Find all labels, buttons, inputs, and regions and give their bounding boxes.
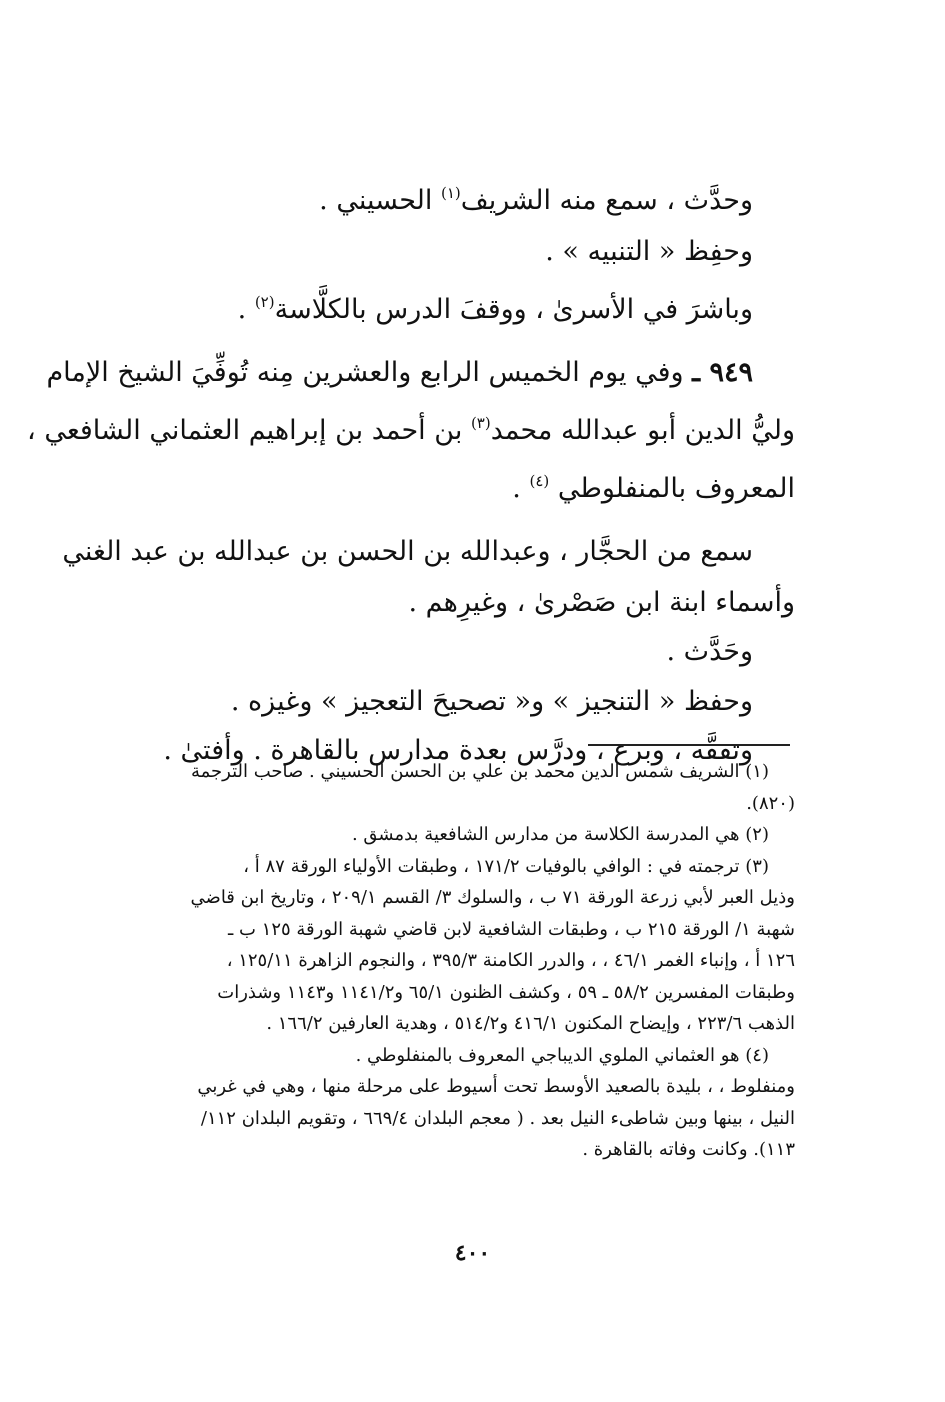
text-line [115, 277, 795, 335]
footnote-line: شهبة ١/ الورقة ٢١٥ ب ، وطبقات الشافعية لابن قاضي شهبة الورقة ١٢٥ ب ـ [228, 918, 795, 940]
text-line: وأسماء ابنة ابن صَصْرىٰ ، وغيرِهم . [408, 587, 795, 618]
text-line [115, 226, 795, 277]
text-line: وحَدَّث . [666, 636, 753, 667]
footnote-line: (٣) ترجمته في : الوافي بالوفيات ١٧١/٢ ، وطبقات الأولياء الورقة ٨٧ أ ، [243, 855, 769, 877]
text-run: . [237, 294, 247, 325]
page-number: ٤٠٠ [454, 1240, 491, 1266]
footnote-ref: (٢) [254, 293, 275, 311]
text-line: وتفقَّه ، وبرع ، ودرَّس بعدة مدارس بالقاهرة . وأفتىٰ . [163, 735, 753, 766]
footnotes [115, 756, 795, 1166]
text-run: بن أحمد بن إبراهيم العثماني الشافعي ، [27, 415, 463, 446]
footnote-line: وطبقات المفسرين ٥٨/٢ ـ ٥٩ ، وكشف الظنون ٦٥/١ و١١٤١/٢ و١١٤٣ وشذرات [217, 981, 795, 1003]
text-run: وفي يوم الخميس الرابع والعشرين مِنه تُوفِّيَ الشيخ الإمام [46, 357, 684, 388]
text-run: وليُّ الدين أبو عبدالله محمد [490, 415, 795, 446]
footnote-line: ومنفلوط ، ، بليدة بالصعيد الأوسط تحت أسيوط على مرحلة منها ، وهي في غربي [197, 1076, 795, 1097]
text-line [115, 168, 795, 226]
footnote-ref: (١) [440, 184, 461, 202]
footnote-line: (٢) هي المدرسة الكلاسة من مدارس الشافعية بدمشق . [351, 824, 769, 845]
footnote-line: النيل ، بينها وبين شاطىء النيل بعد . ( معجم البلدان ٦٦٩/٤ ، وتقويم البلدان ١١٢/ [200, 1107, 795, 1129]
text-line [115, 456, 795, 514]
footnote-line: (٨٢٠). [746, 792, 795, 814]
footnote-line: وذيل العبر لأبي زرعة الورقة ٧١ ب ، والسلوك ٣/ القسم ٢٠٩/١ ، وتاريخ ابن قاضي [190, 887, 795, 908]
text-run: . [512, 473, 521, 504]
footnote-line: الذهب ٢٢٣/٦ ، وإيضاح المكنون ٤١٦/١ و٥١٤/٢ ، وهدية العارفين ١٦٦/٢ . [266, 1013, 795, 1034]
footnote-line: ١٢٦ أ ، وإنباء الغمر ٤٦/١ ، ، والدرر الكامنة ٣٩٥/٣ ، والنجوم الزاهرة ١٢٥/١١ ، [226, 950, 795, 971]
text-run: وحفِظ « التنبيه » . [545, 236, 753, 267]
text-run: المعروف بالمنفلوطي [557, 473, 795, 504]
text-run: وباشرَ في الأسرىٰ ، ووقفَ الدرس بالكلَّاسة [274, 294, 753, 325]
footnote-line: ١١٣). وكانت وفاته بالقاهرة . [582, 1139, 795, 1160]
entry-number: ٩٤٩ ـ [692, 357, 753, 388]
text-line: سمع من الحجَّار ، وعبدالله بن الحسن بن عبدالله بن عبد الغني [62, 536, 753, 567]
entry-heading-line [46, 347, 795, 398]
footnote-line: (٤) هو العثماني الملوي الديباجي المعروف بالمنفلوطي . [355, 1044, 769, 1066]
footnote-line: (١) الشريف شمس الدين محمد بن علي بن الحسن الحسيني . صاحب الترجمة [190, 761, 769, 782]
footnote-ref: (٤) [529, 472, 550, 490]
main-text [27, 168, 795, 775]
text-line: وحفظ « التنجيز » و« تصحيحَ التعجيز » وغيزه . [230, 686, 753, 717]
text-run: الحسيني . [319, 185, 433, 216]
text-run: وحدَّث ، سمع منه الشريف [460, 185, 753, 216]
text-line [27, 398, 795, 456]
footnote-divider [588, 744, 790, 746]
footnote-ref: (٣) [470, 414, 491, 432]
